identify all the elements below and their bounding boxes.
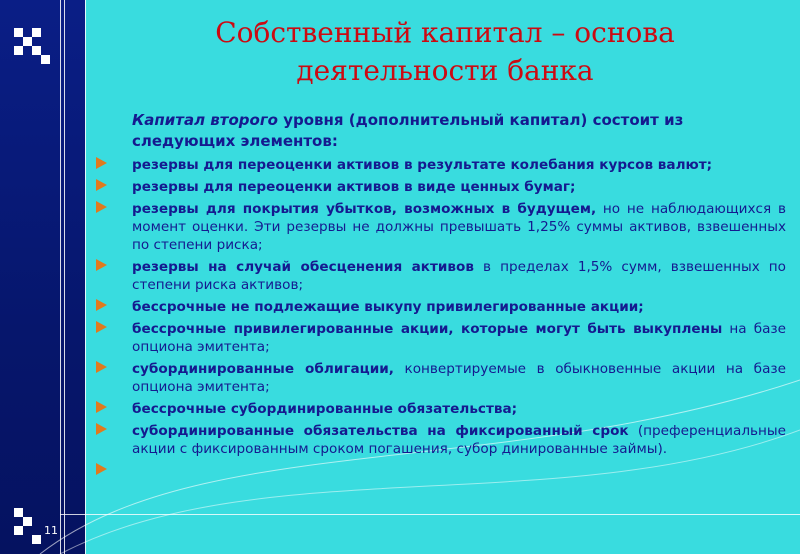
bullet-arrow-icon — [96, 299, 107, 311]
bullet-arrow-icon — [96, 463, 107, 475]
intro-rest: уровня (дополнительный капитал) состоит из следующих элементов: — [132, 111, 684, 150]
intro-lead: Капитал второго — [132, 111, 278, 129]
bullet-arrow-icon — [96, 423, 107, 435]
bullet-arrow-icon — [96, 361, 107, 373]
deco-line — [85, 0, 86, 554]
deco-square — [32, 535, 41, 544]
deco-square — [23, 37, 32, 46]
deco-square — [14, 508, 23, 517]
list-item — [96, 178, 786, 196]
item-bold: субординированные обязательства на фиксированный срок — [132, 423, 629, 439]
list-item — [96, 360, 786, 396]
item-bold: резервы для покрытия убытков, возможных в будущем, — [132, 201, 597, 217]
bullet-arrow-icon — [96, 259, 107, 271]
list-item — [96, 258, 786, 294]
deco-line — [60, 0, 61, 554]
bullet-arrow-icon — [96, 201, 107, 213]
sidebar-decoration — [0, 0, 85, 554]
item-text: (преференциальные акции с фиксированным сроком погашения, субор динированные займы). — [132, 423, 786, 457]
list-item — [96, 200, 786, 254]
deco-square — [23, 517, 32, 526]
item-bold: резервы для переоценки активов в виде ценных бумаг; — [132, 179, 576, 195]
list-item — [96, 400, 786, 418]
bullet-arrow-icon — [96, 401, 107, 413]
list-item — [96, 156, 786, 174]
list-item-empty — [96, 462, 786, 478]
bullet-arrow-icon — [96, 321, 107, 333]
slide-title: Собственный капитал – основа деятельности банка — [215, 16, 675, 87]
list-item — [96, 298, 786, 316]
item-text: но не наблюдающихся в момент оценки. Эти резервы не должны превышать 1,25% суммы активов, взвешенных по степени риска; — [132, 201, 786, 253]
deco-square — [32, 28, 41, 37]
item-bold: субординированные облигации, — [132, 361, 394, 377]
item-bold: бессрочные не подлежащие выкупу привилегированные акции; — [132, 299, 644, 315]
list-item — [96, 320, 786, 356]
item-text: в пределах 1,5% сумм, взвешенных по степени риска активов; — [132, 259, 786, 293]
item-bold: бессрочные субординированные обязательства; — [132, 401, 518, 417]
list-item — [96, 422, 786, 458]
deco-square — [14, 46, 23, 55]
item-bold: бессрочные привилегированные акции, которые могут быть выкуплены — [132, 321, 723, 337]
item-bold: резервы на случай обесценения активов — [132, 259, 474, 275]
item-text: конвертируемые в обыкновенные акции на базе опциона эмитента; — [132, 361, 786, 395]
bullet-arrow-icon — [96, 179, 107, 191]
content — [96, 110, 786, 482]
item-text: на базе опциона эмитента; — [132, 321, 786, 355]
deco-square — [14, 526, 23, 535]
page-number: 11 — [44, 524, 58, 537]
deco-line — [60, 514, 800, 515]
intro-paragraph — [96, 110, 786, 152]
deco-square — [14, 28, 23, 37]
deco-line — [64, 0, 65, 554]
deco-square — [32, 46, 41, 55]
deco-square — [41, 55, 50, 64]
item-bold: резервы для переоценки активов в результате колебания курсов валют; — [132, 157, 713, 173]
bullet-arrow-icon — [96, 157, 107, 169]
